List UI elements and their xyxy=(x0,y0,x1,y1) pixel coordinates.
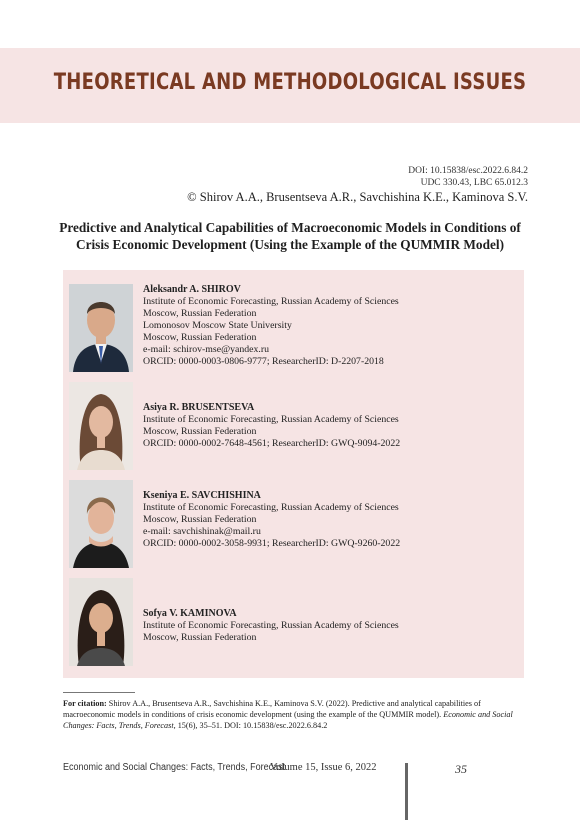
citation-journal: Economic and Social Changes: Facts, Trends, Forecast xyxy=(63,710,513,730)
author-email: e-mail: savchishinak@mail.ru xyxy=(143,526,261,537)
portrait-man-icon xyxy=(69,284,133,372)
section-title: THEORETICAL AND METHODOLOGICAL ISSUES xyxy=(53,70,527,95)
author-line: Moscow, Russian Federation xyxy=(143,426,257,437)
author-line: Institute of Economic Forecasting, Russian Academy of Sciences xyxy=(143,620,399,631)
author-name: Sofya V. KAMINOVA xyxy=(143,608,237,619)
author-line: Institute of Economic Forecasting, Russian Academy of Sciences xyxy=(143,502,399,513)
author-line: Lomonosov Moscow State University xyxy=(143,320,292,331)
author-name: Asiya R. BRUSENTSEVA xyxy=(143,402,255,413)
author-line: Moscow, Russian Federation xyxy=(143,308,257,319)
copyright-line: © Shirov A.A., Brusentseva A.R., Savchishina K.E., Kaminova S.V. xyxy=(187,190,528,204)
author-info xyxy=(143,490,400,550)
article-title: Predictive and Analytical Capabilities of Macroeconomic Models in Conditions of Crisis Economic Development (Using the Example of the QUMMIR Model) xyxy=(59,220,521,252)
page-number: 35 xyxy=(455,762,467,776)
portrait-woman-icon xyxy=(69,578,133,666)
author-ids: ORCID: 0000-0002-7648-4561; ResearcherID: GWQ-9094-2022 xyxy=(143,438,401,449)
author-photo xyxy=(69,284,133,372)
author-line: Institute of Economic Forecasting, Russian Academy of Sciences xyxy=(143,414,399,425)
portrait-woman-icon xyxy=(69,382,133,470)
footer-divider xyxy=(405,763,408,820)
author-name: Aleksandr A. SHIROV xyxy=(143,284,241,295)
udc-line: UDC 330.43, LBC 65.012.3 xyxy=(420,178,528,188)
author-name: Kseniya E. SAVCHISHINA xyxy=(143,490,261,501)
author-email: e-mail: schirov-mse@yandex.ru xyxy=(143,344,270,355)
author-ids: ORCID: 0000-0002-3058-9931; ResearcherID: GWQ-9260-2022 xyxy=(143,538,401,549)
author-line: Institute of Economic Forecasting, Russian Academy of Sciences xyxy=(143,296,399,307)
author-line: Moscow, Russian Federation xyxy=(143,632,257,643)
citation-footnote xyxy=(63,698,531,731)
author-photo xyxy=(69,578,133,666)
authors-panel xyxy=(63,270,524,678)
footer-volume: Volume 15, Issue 6, 2022 xyxy=(270,762,377,773)
doi-line: DOI: 10.15838/esc.2022.6.84.2 xyxy=(408,166,528,176)
citation-text-end: , 15(6), 35–51. DOI: 10.15838/esc.2022.6.84.2 xyxy=(173,721,328,730)
portrait-woman-icon xyxy=(69,480,133,568)
author-photo xyxy=(69,382,133,470)
footnote-divider xyxy=(63,692,135,693)
author-info xyxy=(143,608,399,644)
author-info xyxy=(143,402,400,450)
author-line: Moscow, Russian Federation xyxy=(143,332,257,343)
citation-label: For citation: xyxy=(63,699,107,708)
author-line: Moscow, Russian Federation xyxy=(143,514,257,525)
footer-journal: Economic and Social Changes: Facts, Trends, Forecast xyxy=(63,762,286,773)
author-info xyxy=(143,284,399,368)
author-photo xyxy=(69,480,133,568)
author-ids: ORCID: 0000-0003-0806-9777; ResearcherID: D-2207-2018 xyxy=(143,356,384,367)
citation-text: Shirov A.A., Brusentseva A.R., Savchishina K.E., Kaminova S.V. (2022). Predictive and analytical capabilities of macroeconomic models in conditions of crisis economic development (using the example of the QUMMIR model). xyxy=(63,699,481,719)
